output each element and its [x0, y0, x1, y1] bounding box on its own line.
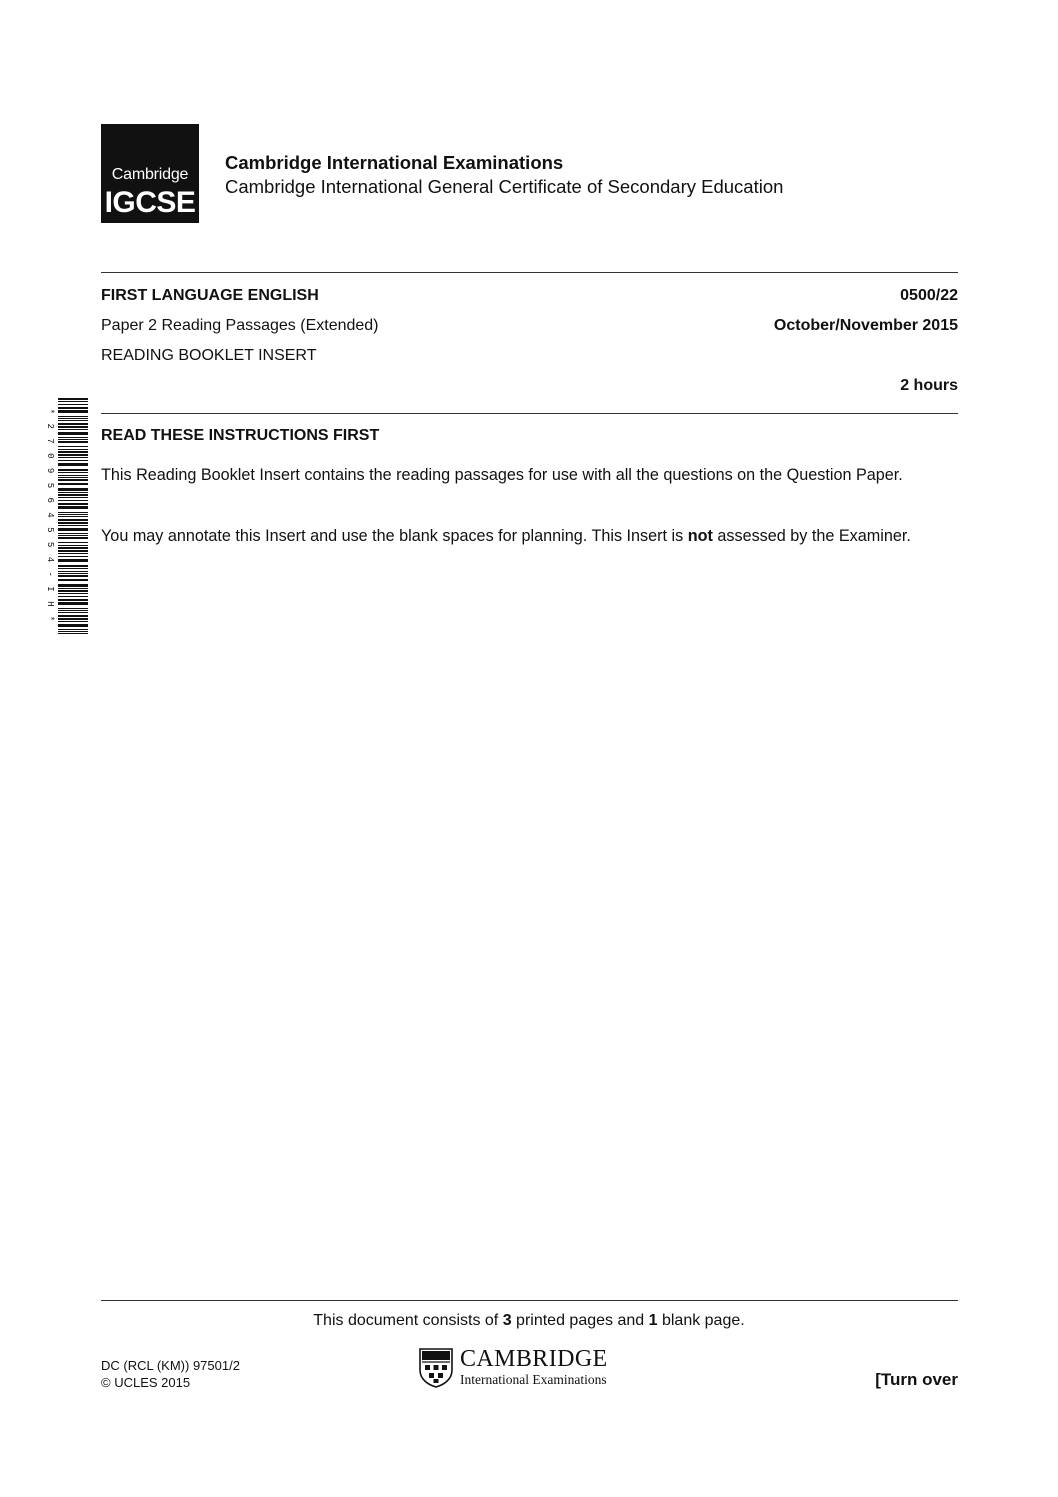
barcode-bar: [58, 547, 88, 549]
copyright-line: © UCLES 2015: [101, 1375, 191, 1390]
para2-emphasis: not: [687, 527, 713, 545]
barcode-bar: [58, 401, 88, 402]
barcode-bar: [58, 398, 88, 400]
barcode-bar: [58, 432, 88, 435]
barcode-bar: [58, 516, 88, 517]
barcode-bar: [58, 429, 88, 430]
barcode-text: * 2 7 0 9 5 6 4 5 5 4 - I H *: [45, 408, 55, 624]
barcode-bar: [58, 599, 88, 601]
para2-text-end: assessed by the Examiner.: [712, 527, 911, 545]
barcode-bar: [58, 629, 88, 630]
barcode-bar: [58, 588, 88, 589]
barcode-bar: [58, 535, 88, 536]
barcode-bar: [58, 565, 88, 567]
barcode-bar: [58, 528, 88, 531]
barcode-bar: [58, 602, 88, 605]
barcode-bar: [58, 514, 88, 515]
barcode-bar: [58, 615, 88, 617]
barcode-bar: [58, 437, 88, 438]
barcode-bar: [58, 624, 88, 627]
booklet-label: READING BOOKLET INSERT: [101, 347, 317, 364]
barcode-bar: [58, 506, 88, 509]
barcode-bar: [58, 451, 88, 453]
instructions-heading: READ THESE INSTRUCTIONS FIRST: [101, 427, 380, 444]
barcode-bar: [58, 559, 88, 562]
cambridge-wordmark: CAMBRIDGE: [460, 1346, 608, 1372]
barcode-bar: [58, 449, 88, 450]
barcode-bar: [58, 426, 88, 428]
subject-title: FIRST LANGUAGE ENGLISH: [101, 287, 319, 304]
barcode-bar: [58, 618, 88, 620]
barcode-bar: [58, 479, 88, 481]
igcse-logo: [101, 124, 199, 223]
barcode-bar: [58, 568, 88, 569]
barcode-bar: [58, 556, 88, 557]
note-text-2: printed pages and: [511, 1312, 649, 1329]
logo-line-1: Cambridge: [111, 166, 189, 183]
barcode-bar: [58, 512, 88, 513]
org-subtitle: Cambridge International General Certificate of Secondary Education: [225, 176, 784, 197]
barcode-bar: [58, 420, 88, 421]
cambridge-crest-icon: [419, 1348, 453, 1388]
footer-divider: [101, 1300, 958, 1301]
barcode-bar: [58, 612, 88, 613]
document-code-line: DC (RCL (KM)) 97501/2: [101, 1358, 240, 1373]
barcode-bar: [58, 579, 88, 581]
barcode-bar: [58, 573, 88, 574]
instructions-paragraph-2: [101, 525, 958, 547]
barcode: [44, 398, 88, 634]
barcode-bar: [58, 503, 88, 505]
barcode-bar: [58, 608, 88, 609]
barcode-bar: [58, 550, 88, 552]
page-count-note: [0, 1312, 1058, 1330]
barcode-bar: [58, 610, 88, 611]
barcode-bar: [58, 477, 88, 478]
barcode-bar: [58, 519, 88, 521]
printed-page-count: 3: [502, 1312, 512, 1329]
barcode-bar: [58, 545, 88, 546]
barcode-bar: [58, 423, 88, 425]
barcode-bar: [58, 553, 88, 554]
top-divider: [101, 272, 958, 273]
barcode-bar: [58, 483, 88, 485]
barcode-bar: [58, 475, 88, 476]
barcode-bar: [58, 584, 88, 587]
barcode-bar: [58, 596, 88, 597]
logo-line-2: IGCSE: [104, 186, 196, 219]
barcode-bar: [58, 575, 88, 577]
barcode-bar: [58, 460, 88, 461]
barcode-bar: [58, 633, 88, 634]
barcode-bar: [58, 492, 88, 493]
paper-code: 0500/22: [900, 287, 958, 304]
barcode-bar: [58, 494, 88, 496]
barcode-bar: [58, 631, 88, 632]
barcode-bar: [58, 418, 88, 419]
barcode-bar: [58, 410, 88, 413]
barcode-bar: [58, 446, 88, 447]
barcode-bar: [58, 457, 88, 458]
document-code: [101, 1357, 240, 1391]
paper-name: Paper 2 Reading Passages (Extended): [101, 317, 379, 334]
instructions-divider: [101, 413, 958, 414]
barcode-bar: [58, 497, 88, 498]
note-text-3: blank page.: [657, 1312, 745, 1329]
barcode-bar: [58, 621, 88, 622]
barcode-bar: [58, 533, 88, 534]
barcode-bar: [58, 469, 88, 471]
barcode-bar: [58, 441, 88, 443]
barcode-bar: [58, 488, 88, 491]
barcode-bar: [58, 590, 88, 592]
note-text-1: This document consists of: [313, 1312, 503, 1329]
exam-duration: 2 hours: [900, 377, 958, 394]
barcode-graphic: [44, 398, 88, 634]
barcode-bar: [58, 439, 88, 440]
org-title: Cambridge International Examinations: [225, 152, 564, 173]
cambridge-sub-wordmark: International Examinations: [460, 1372, 607, 1387]
barcode-bar: [58, 571, 88, 572]
para2-text-start: You may annotate this Insert and use the blank spaces for planning. This Insert is: [101, 527, 688, 545]
exam-session: October/November 2015: [773, 317, 958, 334]
barcode-bar: [58, 472, 88, 473]
barcode-bar: [58, 542, 88, 543]
barcode-bar: [58, 463, 88, 466]
barcode-bar: [58, 525, 88, 526]
barcode-bar: [58, 593, 88, 594]
turn-over-label: [Turn over: [875, 1370, 958, 1389]
blank-page-count: 1: [648, 1312, 658, 1329]
barcode-bar: [58, 500, 88, 501]
instructions-paragraph-1: This Reading Booklet Insert contains the reading passages for use with all the questions on the Question Paper.: [101, 466, 903, 484]
barcode-bar: [58, 522, 88, 524]
barcode-bar: [58, 454, 88, 456]
barcode-bar: [58, 537, 88, 539]
barcode-bar: [58, 404, 88, 405]
barcode-bar: [58, 416, 88, 417]
barcode-bar: [58, 407, 88, 409]
